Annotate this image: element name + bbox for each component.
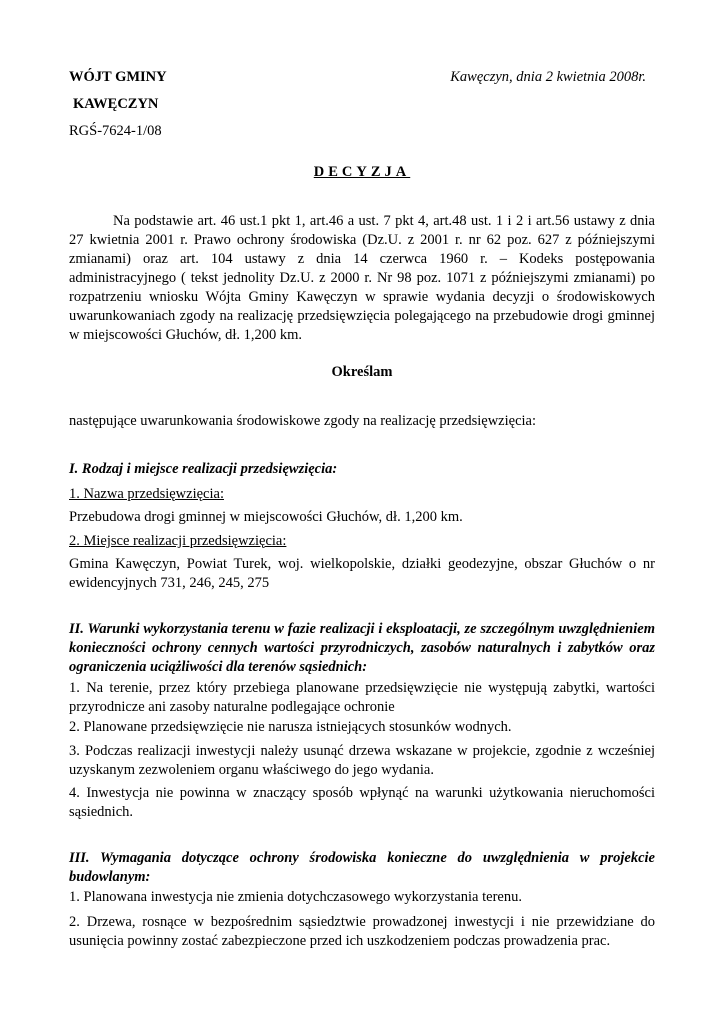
section-2-item-2: 2. Planowane przedsięwzięcie nie narusza istniejących stosunków wodnych. — [69, 719, 512, 735]
section-2-heading: II. Warunki wykorzystania terenu w fazie realizacji i eksploatacji, ze szczególnym uwzględnieniem konieczności ochrony cennych wartości przyrodniczych, zasobów naturalnych i zabytków oraz ograniczenia uciążliwości dla terenów sąsiednich: — [69, 621, 655, 675]
intro-paragraph: Na podstawie art. 46 ust.1 pkt 1, art.46 a ust. 7 pkt 4, art.48 ust. 1 i 2 i art.56 ustawy z dnia 27 kwietnia 2001 r. Prawo ochrony środowiska (Dz.U. z 2001 r. nr 62 poz. 627 z późniejszymi zmianami) oraz art. 104 ustawy z dnia 14 czerwca 1960 r. – Kodeks postępowania administracyjnego ( tekst jednolity Dz.U. z 2000 r. Nr 98 poz. 1071 z późniejszymi zmianami) po rozpatrzeniu wniosku Wójta Gminy Kawęczyn w sprawie wydania decyzji o środowiskowych uwarunkowaniach zgody na realizację przedsięwzięcia polegającego na przebudowie drogi gminnej w miejscowości Głuchów, dł. 1,200 km. — [69, 213, 655, 343]
section-1-sub-2-label: 2. Miejsce realizacji przedsięwzięcia: — [69, 533, 287, 549]
section-3-item-2: 2. Drzewa, rosnące w bezpośrednim sąsiedztwie prowadzonej inwestycji i nie przewidziane do usunięcia powinny zostać zabezpieczone przed ich uszkodzeniem podczas prowadzenia prac. — [69, 914, 655, 949]
section-1-sub-1-text: Przebudowa drogi gminnej w miejscowości Głuchów, dł. 1,200 km. — [69, 509, 463, 525]
issuer-block — [69, 68, 167, 141]
determine-heading: Określam — [331, 364, 393, 380]
section-1-heading: I. Rodzaj i miejsce realizacji przedsięwzięcia: — [69, 461, 338, 477]
place-date: Kawęczyn, dnia 2 kwietnia 2008r. — [450, 69, 646, 85]
lead-paragraph: następujące uwarunkowania środowiskowe zgody na realizację przedsięwzięcia: — [69, 413, 537, 429]
section-2-item-4: 4. Inwestycja nie powinna w znaczący sposób wpłynąć na warunki użytkowania nieruchomości sąsiednich. — [69, 785, 655, 820]
document-title: DECYZJA — [313, 164, 411, 180]
section-2-item-1: 1. Na terenie, przez który przebiega planowane przedsięwzięcie nie występują zabytki, wartości przyrodnicze ani zasoby naturalne podlegające ochronie — [69, 680, 655, 715]
section-3-item-1: 1. Planowana inwestycja nie zmienia dotychczasowego wykorzystania terenu. — [69, 889, 522, 905]
issuer-line-2: KAWĘCZYN — [73, 96, 159, 112]
section-3-heading: III. Wymagania dotyczące ochrony środowiska konieczne do uwzględnienia w projekcie budowlanym: — [69, 850, 655, 885]
issuer-line-1: WÓJT GMINY — [69, 69, 167, 85]
section-1-sub-1-label: 1. Nazwa przedsięwzięcia: — [69, 486, 224, 502]
section-2-item-3: 3. Podczas realizacji inwestycji należy usunąć drzewa wskazane w projekcie, zgodnie z wcześniej uzyskanym zezwoleniem organu właściwego do jego wydania. — [69, 743, 655, 778]
reference-number: RGŚ-7624-1/08 — [69, 123, 162, 139]
section-1-sub-2-text: Gmina Kawęczyn, Powiat Turek, woj. wielkopolskie, działki geodezyjne, obszar Głuchów o nr ewidencyjnych 731, 246, 245, 275 — [69, 556, 655, 591]
